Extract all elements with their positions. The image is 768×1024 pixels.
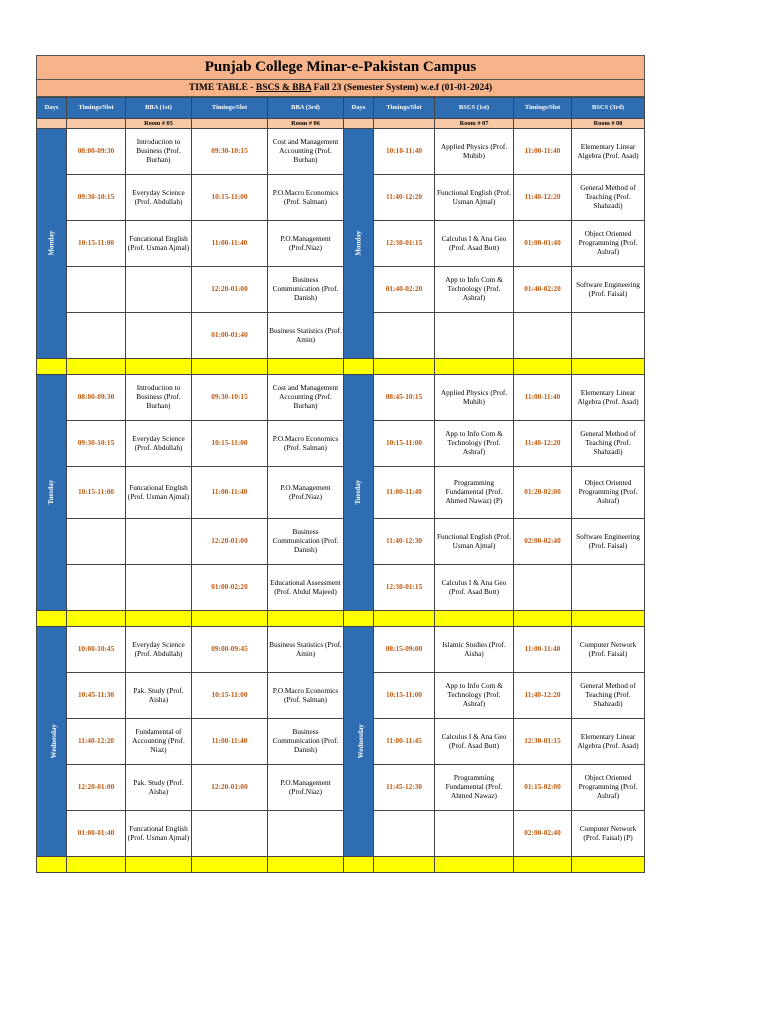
day-label-left [37,627,67,857]
bba3-time-slot [192,811,268,857]
bscs1-time-slot: 10:10-11:40 [374,129,435,175]
bscs1-course-cell: App to Info Com & Technology (Prof. Ashraf) [435,267,514,313]
subtitle-programs: BSCS & BBA [255,83,312,93]
bscs3-course-cell: Elementary Linear Algebra (Prof. Asad) [572,719,645,765]
separator-cell [37,857,67,873]
room-row [37,119,645,129]
bscs3-time-slot: 11:40-12:20 [514,421,572,467]
bba3-course-cell: Educational Assessment (Prof. Abdul Majeed) [268,565,344,611]
bscs1-time-slot: 08:45-10:15 [374,375,435,421]
schedule-row [37,267,645,313]
bscs3-time-slot [514,565,572,611]
bba3-course-cell: Business Communication (Prof. Danish) [268,267,344,313]
separator-cell [192,611,268,627]
bscs3-time-slot: 11:40-12:20 [514,175,572,221]
header-cell: Timings/Slot [192,98,268,119]
bba3-course-cell: Cost and Management Accounting (Prof. Burhan) [268,375,344,421]
separator-cell [126,359,192,375]
separator-cell [344,611,374,627]
bscs1-course-cell: App to Info Com & Technology (Prof. Ashraf) [435,673,514,719]
bscs1-course-cell: Islamic Studies (Prof. Aisha) [435,627,514,673]
bba3-time-slot: 11:00-11:40 [192,719,268,765]
bscs1-time-slot: 11:00-11:45 [374,719,435,765]
bba3-course-cell: P.O.Macro Economics (Prof. Salman) [268,673,344,719]
bscs3-course-cell: Elementary Linear Algebra (Prof. Asad) [572,129,645,175]
bba3-time-slot: 11:00-11:40 [192,467,268,519]
schedule-row [37,519,645,565]
bba1-course-cell: Everyday Science (Prof. Abdullah) [126,421,192,467]
bba3-course-cell: Business Communication (Prof. Danish) [268,519,344,565]
bscs1-time-slot [374,811,435,857]
separator-cell [572,359,645,375]
room-blank [514,119,572,129]
bba3-course-cell: P.O.Macro Economics (Prof. Salman) [268,421,344,467]
bscs1-time-slot: 10:15-11:00 [374,421,435,467]
separator-cell [374,611,435,627]
header-cell: Days [344,98,374,119]
bscs3-course-cell: Software Engineering (Prof. Faisal) [572,267,645,313]
bba3-time-slot: 01:00-02:20 [192,565,268,611]
bscs1-time-slot: 11:45-12:30 [374,765,435,811]
bba3-time-slot: 12:20-01:00 [192,519,268,565]
separator-cell [514,359,572,375]
room-label: Room # 05 [126,119,192,129]
bba3-course-cell: P.O.Management (Prof.Niaz) [268,765,344,811]
day-name: Monday [47,231,56,256]
separator-cell [514,611,572,627]
bba3-course-cell: Business Communication (Prof. Danish) [268,719,344,765]
bba3-time-slot: 10:15-11:00 [192,175,268,221]
bba1-time-slot: 10:15-11:00 [67,221,126,267]
separator-cell [67,359,126,375]
bscs3-course-cell: Software Engineering (Prof. Faisal) [572,519,645,565]
subtitle-prefix: TIME TABLE - [188,83,256,93]
bba1-time-slot: 11:40-12:20 [67,719,126,765]
bba1-course-cell: Funcational English (Prof. Usman Ajmal) [126,467,192,519]
bscs3-time-slot: 11:00-11:40 [514,375,572,421]
bba1-time-slot [67,519,126,565]
schedule-row [37,467,645,519]
bba1-time-slot: 12:20-01:00 [67,765,126,811]
bba1-time-slot: 08:00-09:30 [67,129,126,175]
day-name: Tuesday [47,480,56,505]
bba1-time-slot: 10:00-10:45 [67,627,126,673]
bscs1-course-cell: Functional English (Prof. Usman Ajmal) [435,175,514,221]
bba3-course-cell: P.O.Macro Economics (Prof. Salman) [268,175,344,221]
bba1-course-cell: Funcational English (Prof. Usman Ajmal) [126,811,192,857]
separator-cell [37,611,67,627]
separator-cell [572,857,645,873]
bba1-course-cell: Funcational English (Prof. Usman Ajmal) [126,221,192,267]
bscs1-time-slot: 10:15-11:00 [374,673,435,719]
bscs3-course-cell: Elementary Linear Algebra (Prof. Asad) [572,375,645,421]
header-cell: BSCS (1st) [435,98,514,119]
bba1-time-slot: 10:45-11:30 [67,673,126,719]
bscs3-course-cell [572,313,645,359]
bscs3-course-cell: General Method of Teaching (Prof. Shahzadi) [572,421,645,467]
bba3-time-slot: 09:30-10:15 [192,129,268,175]
bba3-course-cell: P.O.Management (Prof.Niaz) [268,467,344,519]
timetable-subtitle [36,80,645,97]
bba1-course-cell: Pak. Study (Prof. Aisha) [126,765,192,811]
header-row [37,98,645,119]
bscs1-course-cell: Calculus I & Ana Geo (Prof. Asad Butt) [435,719,514,765]
bscs1-time-slot: 11:40-12:30 [374,519,435,565]
day-separator-row [37,857,645,873]
room-blank [344,119,374,129]
schedule-row [37,421,645,467]
bscs3-course-cell: Object Oriented Programming (Prof. Ashraf) [572,467,645,519]
bba3-course-cell [268,811,344,857]
bba1-course-cell: Everyday Science (Prof. Abdullah) [126,175,192,221]
separator-cell [192,359,268,375]
schedule-row [37,811,645,857]
header-cell: Timings/Slot [67,98,126,119]
bscs1-course-cell: Applied Physics (Prof. Muhib) [435,129,514,175]
schedule-row [37,221,645,267]
separator-cell [126,611,192,627]
separator-cell [435,611,514,627]
bscs1-time-slot: 12:30-01:15 [374,221,435,267]
bba3-time-slot: 01:00-01:40 [192,313,268,359]
timetable-grid [36,97,645,873]
separator-cell [435,359,514,375]
header-cell: Days [37,98,67,119]
bba1-course-cell: Fundamental of Accounting (Prof. Niaz) [126,719,192,765]
separator-cell [344,359,374,375]
schedule-row [37,765,645,811]
bscs3-time-slot: 01:20-02:00 [514,467,572,519]
separator-cell [268,857,344,873]
bscs3-course-cell: General Method of Teaching (Prof. Shahzadi) [572,673,645,719]
separator-cell [268,359,344,375]
room-blank [37,119,67,129]
day-label-left [37,375,67,611]
separator-cell [126,857,192,873]
bscs1-course-cell: Programming Fundamental (Prof. Ahmed Nawaz) (P) [435,467,514,519]
schedule-row [37,375,645,421]
bscs1-course-cell: Programming Fundamental (Prof. Ahmed Nawaz) [435,765,514,811]
bba3-time-slot: 12:20-01:00 [192,765,268,811]
bscs1-time-slot [374,313,435,359]
bba1-course-cell [126,519,192,565]
separator-cell [514,857,572,873]
bba3-course-cell: Business Statistics (Prof. Amin) [268,627,344,673]
schedule-row [37,313,645,359]
separator-cell [435,857,514,873]
bscs3-time-slot: 11:00-11:40 [514,129,572,175]
bscs1-course-cell: App to Info Com & Technology (Prof. Ashraf) [435,421,514,467]
bba1-time-slot [67,565,126,611]
day-separator-row [37,611,645,627]
bscs3-course-cell: Object Oriented Programming (Prof. Ashraf) [572,765,645,811]
bscs1-time-slot: 12:30-01:15 [374,565,435,611]
room-label: Room # 06 [268,119,344,129]
bba1-time-slot [67,313,126,359]
bscs3-time-slot: 12:30-01:15 [514,719,572,765]
bba3-time-slot: 10:15-11:00 [192,673,268,719]
bscs1-time-slot: 11:40-12:20 [374,175,435,221]
header-cell: BSCS (3rd) [572,98,645,119]
bscs3-time-slot: 11:40-12:20 [514,673,572,719]
bba1-course-cell [126,565,192,611]
bscs1-course-cell: Functional English (Prof. Usman Ajmal) [435,519,514,565]
bscs3-time-slot: 01:15-02:00 [514,765,572,811]
separator-cell [192,857,268,873]
day-name: Wednesday [49,724,58,759]
separator-cell [374,359,435,375]
bscs3-course-cell: Computer Network (Prof. Faisal) (P) [572,811,645,857]
room-label: Room # 07 [435,119,514,129]
day-label-right [344,627,374,857]
bba1-course-cell: Introduction to Business (Prof. Burhan) [126,375,192,421]
bscs3-time-slot: 01:00-01:40 [514,221,572,267]
bba3-time-slot: 11:00-11:40 [192,221,268,267]
bba3-time-slot: 09:30-10:15 [192,375,268,421]
schedule-row [37,673,645,719]
bba1-time-slot: 09:30-10:15 [67,175,126,221]
schedule-row [37,719,645,765]
day-label-left [37,129,67,359]
separator-cell [67,857,126,873]
bscs1-course-cell [435,313,514,359]
bscs1-course-cell: Calculus I & Ana Geo (Prof. Asad Butt) [435,221,514,267]
bscs1-time-slot: 11:00-11:40 [374,467,435,519]
day-name: Monday [354,231,363,256]
schedule-row [37,565,645,611]
bscs1-course-cell [435,811,514,857]
bscs3-time-slot: 11:00-11:40 [514,627,572,673]
bscs3-time-slot [514,313,572,359]
separator-cell [344,857,374,873]
bscs1-time-slot: 01:40-02:20 [374,267,435,313]
bba3-course-cell: Business Statistics (Prof. Amin) [268,313,344,359]
bscs3-course-cell: Object Oriented Programming (Prof. Ashraf) [572,221,645,267]
header-cell: BBA (1st) [126,98,192,119]
room-label: Room # 08 [572,119,645,129]
bscs3-time-slot: 01:40-02:20 [514,267,572,313]
bscs1-course-cell: Calculus I & Ana Geo (Prof. Asad Butt) [435,565,514,611]
bba1-time-slot: 09:30-10:15 [67,421,126,467]
bba1-time-slot: 01:00-01:40 [67,811,126,857]
day-label-right [344,129,374,359]
timetable-sheet [36,55,645,873]
bba3-course-cell: P.O.Management (Prof.Niaz) [268,221,344,267]
bba1-course-cell: Pak. Study (Prof. Aisha) [126,673,192,719]
bscs3-course-cell [572,565,645,611]
bba3-time-slot: 12:20-01:00 [192,267,268,313]
bba1-course-cell [126,313,192,359]
day-name: Tuesday [354,480,363,505]
bba3-course-cell: Cost and Management Accounting (Prof. Burhan) [268,129,344,175]
room-blank [67,119,126,129]
header-cell: BBA (3rd) [268,98,344,119]
bba1-course-cell: Everyday Science (Prof. Abdullah) [126,627,192,673]
separator-cell [268,611,344,627]
separator-cell [37,359,67,375]
bba1-course-cell [126,267,192,313]
separator-cell [572,611,645,627]
header-cell: Timings/Slot [514,98,572,119]
separator-cell [67,611,126,627]
day-label-right [344,375,374,611]
bscs1-time-slot: 08:15-09:00 [374,627,435,673]
bscs3-course-cell: Computer Network (Prof. Faisal) [572,627,645,673]
bba1-time-slot: 08:00-09:30 [67,375,126,421]
subtitle-suffix: Fall 23 (Semester System) w.e.f (01-01-2024) [311,83,493,93]
schedule-row [37,129,645,175]
schedule-row [37,175,645,221]
room-blank [374,119,435,129]
bba1-course-cell: Introduction to Business (Prof. Burhan) [126,129,192,175]
bba3-time-slot: 09:00-09:45 [192,627,268,673]
separator-cell [374,857,435,873]
day-separator-row [37,359,645,375]
bba1-time-slot: 10:15-11:00 [67,467,126,519]
bba1-time-slot [67,267,126,313]
day-name: Wednesday [356,724,365,759]
bscs3-time-slot: 02:00-02:40 [514,519,572,565]
bscs3-time-slot: 02:00-02:40 [514,811,572,857]
college-title: Punjab College Minar-e-Pakistan Campus [36,55,645,80]
schedule-row [37,627,645,673]
bba3-time-slot: 10:15-11:00 [192,421,268,467]
bscs3-course-cell: General Method of Teaching (Prof. Shahzadi) [572,175,645,221]
bscs1-course-cell: Applied Physics (Prof. Muhib) [435,375,514,421]
room-blank [192,119,268,129]
header-cell: Timings/Slot [374,98,435,119]
